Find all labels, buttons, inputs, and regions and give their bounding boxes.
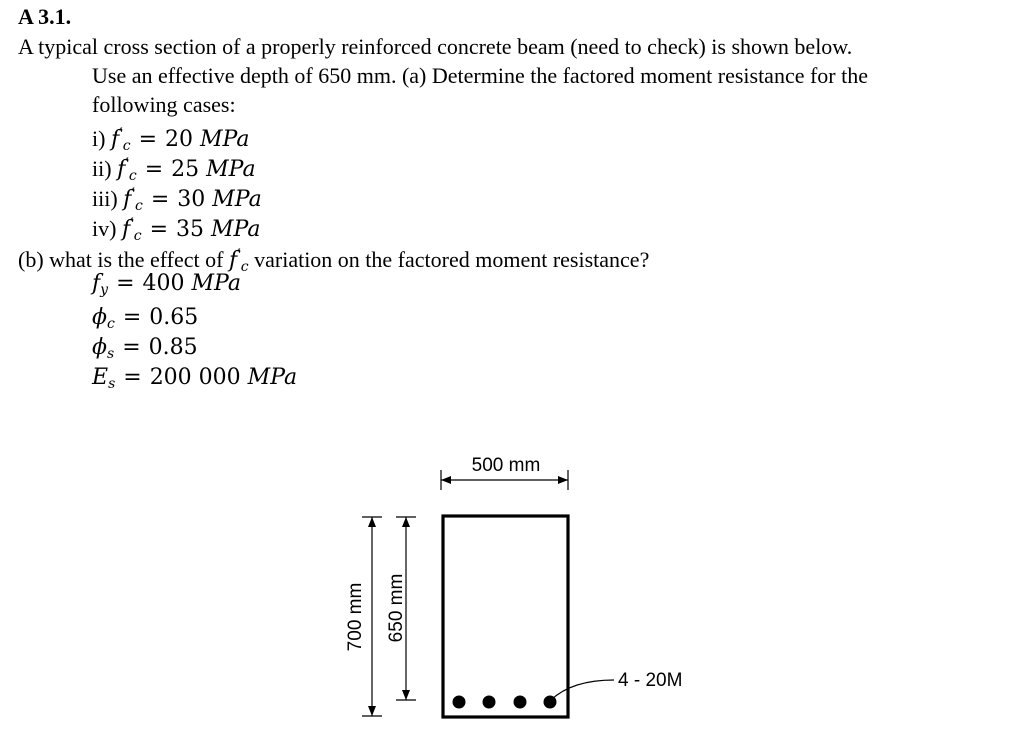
given-value: 0.65 xyxy=(149,305,199,330)
case-unit: MPa xyxy=(212,187,262,212)
given-phi-s: $\phi_s = 0.85$ xyxy=(92,335,198,362)
fc-symbol: f xyxy=(117,157,126,182)
fc-subscript: c xyxy=(134,198,143,214)
fc-symbol: f xyxy=(123,187,132,212)
fc-subscript: c xyxy=(240,259,249,275)
given-subscript: s xyxy=(107,346,115,362)
rebar xyxy=(514,696,527,709)
rebar-label: 4 - 20M xyxy=(618,670,683,691)
prime-mark: ′ xyxy=(237,245,241,264)
case-unit: MPa xyxy=(211,217,261,242)
intro-line-2: Use an effective depth of 650 mm. (a) Determine the factored moment resistance for the xyxy=(92,63,869,88)
given-subscript: y xyxy=(100,282,109,298)
given-symbol: ϕ xyxy=(92,335,107,360)
fc-subscript: c xyxy=(133,228,142,244)
fc-subscript: c xyxy=(128,168,137,184)
rebar xyxy=(453,696,466,709)
case-label: ii) xyxy=(92,156,112,181)
given-fy: $f_y = 400$ MPa xyxy=(92,271,241,298)
part-b-suffix: variation on the factored moment resistance? xyxy=(254,247,650,272)
case-value: 35 xyxy=(176,217,205,242)
beam-section-outline xyxy=(443,516,568,717)
depth-label: 650 mm xyxy=(386,573,407,643)
prime-mark: ′ xyxy=(125,154,129,173)
case-unit: MPa xyxy=(200,127,250,152)
given-value: 400 xyxy=(142,271,185,296)
given-subscript: s xyxy=(108,376,116,392)
case-label: i) xyxy=(92,126,106,151)
rebar xyxy=(483,696,496,709)
case-label: iii) xyxy=(92,186,118,211)
case-value: 20 xyxy=(165,127,194,152)
prime-mark: ′ xyxy=(130,214,134,233)
prime-mark: ′ xyxy=(119,124,123,143)
case-value: 25 xyxy=(171,157,200,182)
case-1: i) $f'_c = 20$ MPa xyxy=(92,124,250,154)
case-2: ii) $f'_c = 25$ MPa xyxy=(92,154,256,184)
fc-subscript: c xyxy=(122,138,131,154)
given-symbol: f xyxy=(92,271,101,296)
width-label: 500 mm xyxy=(471,455,541,476)
given-value: 200 000 xyxy=(149,365,241,390)
given-unit: MPa xyxy=(191,271,241,296)
fc-symbol: f xyxy=(110,127,120,152)
case-3: iii) $f'_c = 30$ MPa xyxy=(92,184,262,214)
given-unit: MPa xyxy=(247,365,298,390)
case-value: 30 xyxy=(177,187,206,212)
given-subscript: c xyxy=(107,316,115,332)
case-unit: MPa xyxy=(206,157,256,182)
problem-title: A 3.1. xyxy=(18,4,72,29)
given-phi-c: $\phi_c = 0.65$ xyxy=(92,305,199,332)
given-symbol: ϕ xyxy=(92,305,107,330)
intro-line-1: A typical cross section of a properly reinforced concrete beam (need to check) is shown below. xyxy=(18,34,853,59)
prime-mark: ′ xyxy=(131,184,135,203)
intro-line-3: following cases: xyxy=(92,92,236,117)
fc-symbol: f xyxy=(121,217,131,242)
case-4: iv) $f'_c = 35$ MPa xyxy=(92,214,261,244)
given-value: 0.85 xyxy=(148,335,198,360)
given-es: $E_s = 200$ 000 MPa xyxy=(92,365,298,392)
fc-symbol: f xyxy=(228,248,238,273)
given-symbol: E xyxy=(92,365,109,390)
height-label: 700 mm xyxy=(345,582,366,652)
part-b-prefix: (b) what is the effect of xyxy=(18,247,224,272)
case-label: iv) xyxy=(92,216,117,241)
